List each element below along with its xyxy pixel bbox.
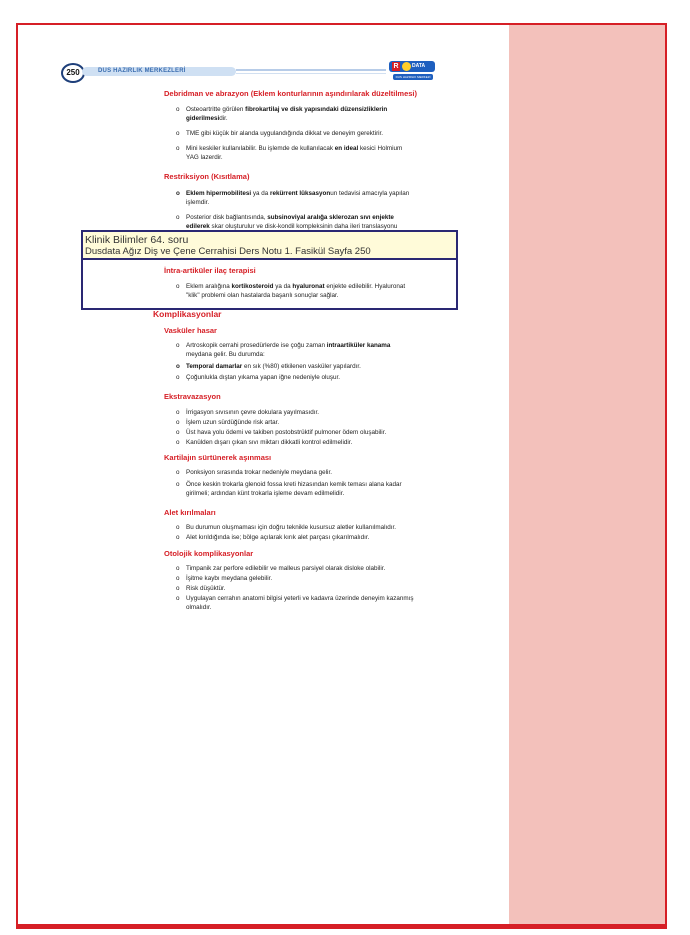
logo-top bbox=[389, 61, 435, 72]
list-item: o Timpanik zar perfore edilebilir ve malleus parsiyel olarak disloke olabilir. bbox=[176, 565, 386, 572]
logo-subtitle: DUS HAZIRLIK MERKEZİ bbox=[393, 74, 433, 80]
heading-kartilaj: Kartilajın sürtünerek aşınması bbox=[164, 453, 272, 462]
list-item: o Temporal damarlar en sık (%80) etkilenen vasküler yapılardır. bbox=[176, 363, 361, 370]
list-item: o Risk düşüktür. bbox=[176, 585, 226, 592]
heading-alet-kirilmalari: Alet kırılmaları bbox=[164, 508, 216, 517]
logo-letter: R bbox=[393, 63, 399, 70]
annotation-band bbox=[83, 232, 456, 260]
header-rule bbox=[236, 69, 386, 71]
heading-restriksiyon: Restriksiyon (Kısıtlama) bbox=[164, 172, 250, 181]
list-item: o Ponksiyon sırasında trokar nedeniyle meydana gelir. bbox=[176, 469, 332, 476]
heading-intra-artikuler: İntra-artiküler ilaç terapisi bbox=[164, 266, 256, 275]
annotation-source: Dusdata Ağız Diş ve Çene Cerrahisi Ders Notu 1. Fasikül Sayfa 250 bbox=[85, 246, 371, 257]
list-item: o Önce keskin trokarla glenoid fossa kreti hizasından kemik teması alana kadar girilmeli; ardından künt trokarla işleme devam edilmelidir. bbox=[176, 481, 402, 498]
list-item: o Mini keskiler kullanılabilir. Bu işlemde de kullanılacak en ideal kesici Holmium YAG lazerdir. bbox=[176, 145, 403, 162]
list-item: o İşitme kaybı meydana gelebilir. bbox=[176, 575, 273, 582]
page-frame bbox=[16, 23, 667, 929]
page-number: 250 bbox=[61, 63, 85, 83]
heading-vaskuler-hasar: Vasküler hasar bbox=[164, 326, 217, 335]
document-page bbox=[18, 25, 509, 924]
logo-dot-icon bbox=[402, 62, 411, 71]
list-item: o Eklem aralığına kortikosteroid ya da hyaluronat enjekte edilebilir. Hyaluronat "klik" problemi olan hastalarda başarılı sonuçlar sağlar. bbox=[176, 283, 406, 300]
dusdata-logo bbox=[389, 61, 435, 81]
list-item: o Posterior disk bağlantısında, subsinoviyal aralığa sklerozan sıvı enjekte edilerek skar oluşturulur ve disk-kondil kompleksinin daha ileri translasyonu bbox=[176, 214, 398, 231]
heading-komplikasyonlar: Komplikasyonlar bbox=[153, 309, 222, 319]
header-rule-thin bbox=[236, 73, 386, 74]
heading-ekstravazasyon: Ekstravazasyon bbox=[164, 392, 221, 401]
heading-debridman: Debridman ve abrazyon (Eklem konturlarının aşındırılarak düzeltilmesi) bbox=[164, 89, 417, 98]
list-item: o Üst hava yolu ödemi ve takiben postobstrüktif pulmoner ödem oluşabilir. bbox=[176, 429, 387, 436]
side-panel bbox=[509, 25, 665, 924]
list-item: o İşlem uzun sürdüğünde risk artar. bbox=[176, 419, 280, 426]
source-annotation-box bbox=[81, 230, 458, 310]
annotation-question: Klinik Bilimler 64. soru bbox=[85, 234, 189, 246]
list-item: o TME gibi küçük bir alanda uygulandığında dikkat ve deneyim gerektirir. bbox=[176, 130, 384, 137]
list-item: o Artroskopik cerrahi prosedürlerde ise çoğu zaman intraartiküler kanama meydana gelir. Bu durumda: bbox=[176, 342, 391, 359]
header-title: DUS HAZIRLIK MERKEZLERİ bbox=[98, 68, 186, 74]
list-item: o İrrigasyon sıvısının çevre dokulara yayılmasıdır. bbox=[176, 409, 319, 416]
list-item: o Osteoartritte görülen fibrokartilaj ve disk yapısındaki düzensizliklerin giderilmesidir. bbox=[176, 106, 388, 123]
list-item: o Alet kırıldığında ise; bölge açılarak kırık alet parçası çıkarılmalıdır. bbox=[176, 534, 370, 541]
logo-text: DATA bbox=[412, 63, 426, 69]
list-item: o Kanülden dışarı çıkan sıvı miktarı dikkatli kontrol edilmelidir. bbox=[176, 439, 353, 446]
list-item: o Eklem hipermobilitesi ya da rekürrent lüksasyonun tedavisi amacıyla yapılan işlemdir. bbox=[176, 190, 410, 207]
list-item: o Çoğunlukla dıştan yıkama yapan iğne nedeniyle oluşur. bbox=[176, 374, 341, 381]
list-item: o Bu durumun oluşmaması için doğru teknikle kusursuz aletler kullanılmalıdır. bbox=[176, 524, 396, 531]
list-item: o Uygulayan cerrahın anatomi bilgisi yeterli ve kadavra üzerinde deneyim kazanmış olmalıdır. bbox=[176, 595, 414, 612]
heading-otolojik: Otolojik komplikasyonlar bbox=[164, 549, 254, 558]
